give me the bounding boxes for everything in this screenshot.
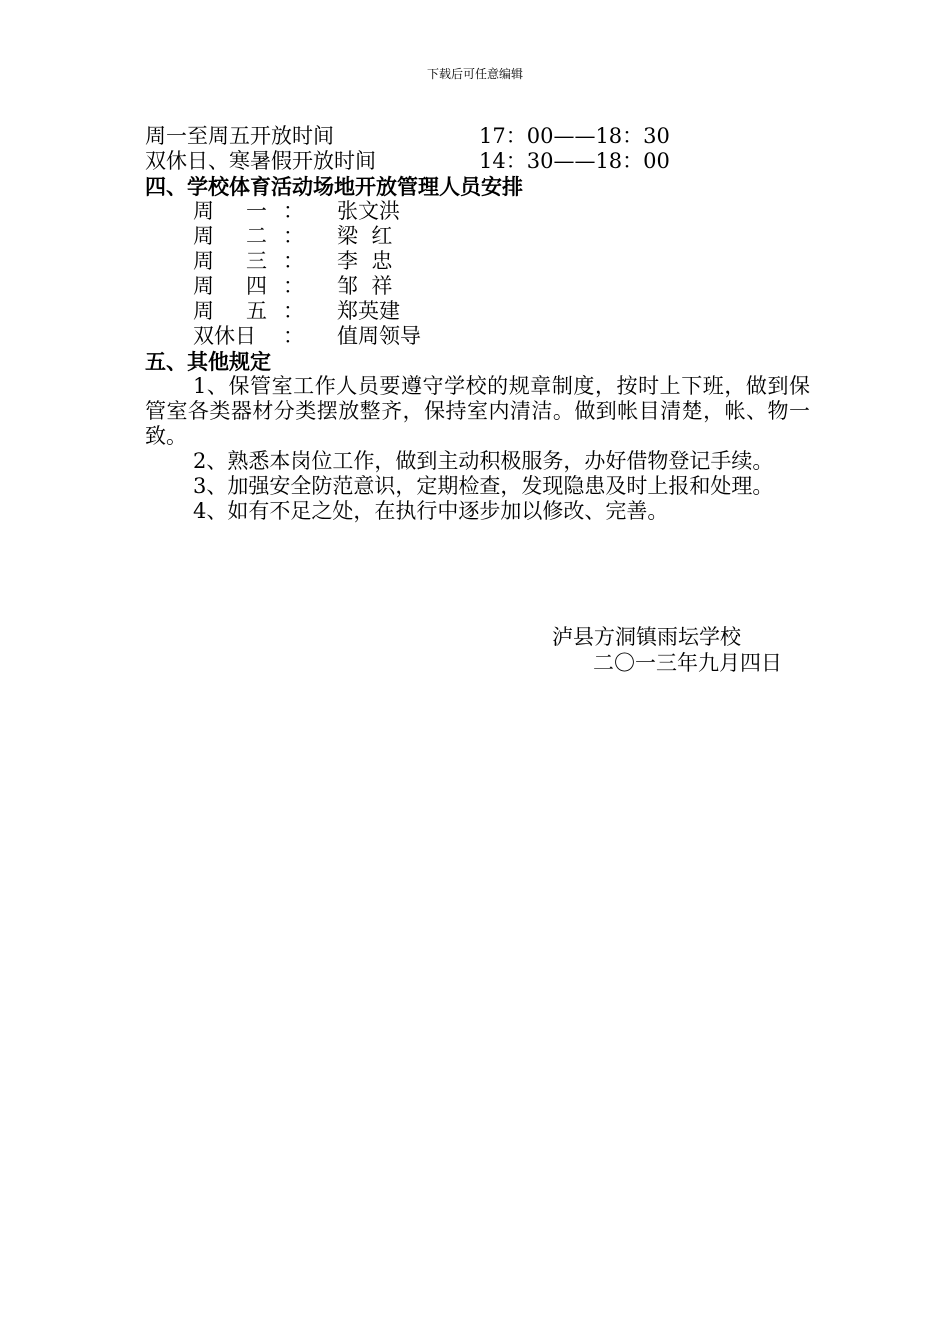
document-body	[145, 124, 810, 524]
staff-day	[193, 249, 267, 274]
day-char: 周	[193, 274, 214, 298]
rule-paragraph-4: 4、如有不足之处，在执行中逐步加以修改、完善。	[193, 499, 669, 523]
staff-day	[193, 299, 267, 324]
day-char: 四	[246, 274, 267, 298]
staff-row-weekend	[145, 324, 810, 349]
day-char: 五	[246, 299, 267, 323]
staff-row-monday	[145, 199, 810, 224]
day-char: 一	[246, 199, 267, 223]
staff-row-tuesday	[145, 224, 810, 249]
staff-name: 李 忠	[337, 249, 393, 273]
day-char: 周	[193, 224, 214, 248]
section-five-heading: 五、其他规定	[145, 349, 271, 374]
staff-colon: ：	[283, 224, 304, 248]
day-char: 周	[193, 249, 214, 273]
staff-day	[193, 274, 267, 299]
hours-label: 周一至周五开放时间	[145, 124, 334, 148]
day-char: 二	[246, 224, 267, 248]
staff-colon: ：	[283, 199, 304, 223]
header-note: 下载后可任意编辑	[426, 67, 523, 81]
day-char: 三	[246, 249, 267, 273]
hours-row-weekday	[145, 124, 810, 149]
day-char: 双休日	[193, 324, 256, 348]
hours-row-weekend	[145, 149, 810, 174]
section-four-heading: 四、学校体育活动场地开放管理人员安排	[145, 174, 523, 199]
staff-colon: ：	[283, 324, 304, 348]
staff-name: 邹 祥	[337, 274, 393, 298]
day-char: 周	[193, 299, 214, 323]
hours-label: 双休日、寒暑假开放时间	[145, 149, 376, 173]
rule-paragraph-1: 1、保管室工作人员要遵守学校的规章制度，按时上下班，做到保管室各类器材分类摆放整齐，保持室内清洁。做到帐目清楚，帐、物一致。	[145, 374, 810, 448]
staff-row-friday	[145, 299, 810, 324]
staff-name: 值周领导	[337, 324, 421, 348]
staff-colon: ：	[283, 274, 304, 298]
signature-date: 二〇一三年九月四日	[593, 651, 782, 675]
day-char: 周	[193, 199, 214, 223]
staff-name: 张文洪	[337, 199, 400, 223]
staff-name: 梁 红	[337, 224, 393, 248]
signature-school: 泸县方洞镇雨坛学校	[552, 625, 741, 649]
staff-day	[193, 224, 267, 249]
staff-row-wednesday	[145, 249, 810, 274]
hours-time: 17：00——18：30	[479, 124, 670, 148]
hours-time: 14：30——18：00	[479, 149, 670, 173]
staff-colon: ：	[283, 249, 304, 273]
rule-paragraph-2: 2、熟悉本岗位工作，做到主动积极服务，办好借物登记手续。	[193, 449, 774, 473]
rule-paragraph-3: 3、加强安全防范意识，定期检查，发现隐患及时上报和处理。	[193, 474, 774, 498]
staff-day	[193, 199, 267, 224]
staff-day	[193, 324, 267, 349]
staff-row-thursday	[145, 274, 810, 299]
staff-colon: ：	[283, 299, 304, 323]
staff-name: 郑英建	[337, 299, 400, 323]
